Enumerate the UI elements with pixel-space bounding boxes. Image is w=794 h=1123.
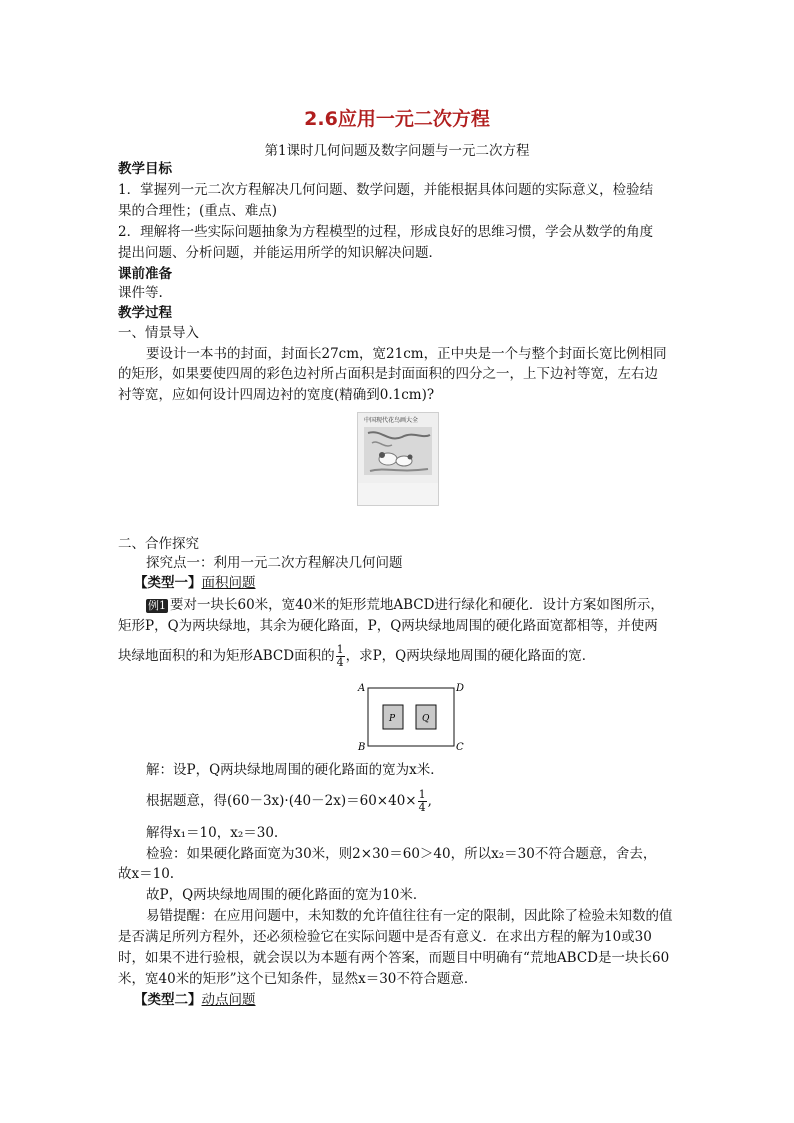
fraction-denominator-2: 4 xyxy=(418,801,426,814)
tip-line4: 米，宽40米的矩形”这个已知条件，显然x＝30不符合题意． xyxy=(118,971,478,987)
type1-bracket: 【类型一】 xyxy=(134,575,202,591)
section1-heading: 一、情景导入 xyxy=(118,325,199,341)
rectangle-abcd xyxy=(368,688,454,746)
type1-heading xyxy=(134,574,256,593)
example1-text3b: ，求P，Q两块绿地周围的硬化路面的宽． xyxy=(345,648,596,664)
plot-label-q: Q xyxy=(422,714,430,724)
tip-line1: 易错提醒：在应用问题中，未知数的允许值往往有一定的限制，因此除了检验未知数的值 xyxy=(146,908,673,924)
solution-line3: 解得x₁＝10，x₂＝30. xyxy=(146,825,279,841)
solution-line6: 故P，Q两块绿地周围的硬化路面的宽为10米． xyxy=(146,887,427,903)
fraction-numerator-2: 1 xyxy=(418,788,426,801)
vertex-label-b: B xyxy=(358,742,366,753)
fraction-one-quarter-2 xyxy=(418,789,427,814)
prep-text: 课件等. xyxy=(118,285,163,301)
example1-line3 xyxy=(118,644,595,669)
type2-heading xyxy=(134,991,256,1010)
solution-comma: , xyxy=(427,793,432,809)
example1-text3a: 块绿地面积的和为矩形ABCD面积的 xyxy=(118,648,335,664)
type1-name: 面积问题 xyxy=(201,575,256,591)
vertex-label-c: C xyxy=(456,742,464,753)
page-title: 2.6应用一元二次方程 xyxy=(304,108,490,130)
intro-line2: 的矩形，如果要使四周的彩色边衬所占面积是封面面积的四分之一，上下边衬等宽，左右边 xyxy=(118,366,658,382)
goal2-line1: 2．理解将一些实际问题抽象为方程模型的过程，形成良好的思维习惯，学会从数学的角度 xyxy=(118,224,654,240)
solution-line2 xyxy=(146,789,432,814)
type2-bracket: 【类型二】 xyxy=(134,992,202,1008)
type2-name: 动点问题 xyxy=(201,992,256,1008)
rectangle-diagram xyxy=(356,682,466,754)
fraction-denominator: 4 xyxy=(336,656,344,669)
plot-label-p: P xyxy=(389,714,396,724)
tip-line3: 时，如果不进行验根，就会误以为本题有两个答案，而题目中明确有“荒地ABCD是一块长60 xyxy=(118,950,670,966)
point1-heading: 探究点一：利用一元二次方程解决几何问题 xyxy=(146,555,403,571)
page-subtitle: 第1课时几何问题及数字问题与一元二次方程 xyxy=(264,143,530,159)
solution-line1: 解：设P，Q两块绿地周围的硬化路面的宽为x米． xyxy=(146,762,444,778)
goals-heading: 教学目标 xyxy=(118,161,172,177)
cover-title: 中国现代花鸟画大全 xyxy=(364,417,419,424)
goal2-line2: 提出问题、分析问题，并能运用所学的知识解决问题． xyxy=(118,245,442,261)
vertex-label-a: A xyxy=(358,683,366,694)
section2-heading: 二、合作探究 xyxy=(118,536,199,552)
fraction-one-quarter xyxy=(336,644,345,669)
solution-equation: 根据题意，得(60－3x)·(40－2x)＝60×40× xyxy=(146,793,417,809)
solution-line4: 检验：如果硬化路面宽为30米，则2×30＝60＞40，所以x₂＝30不符合题意，舍去， xyxy=(146,846,657,862)
tip-line2: 是否满足所列方程外，还必须检验它在实际问题中是否有意义．在求出方程的解为10或30 xyxy=(118,929,652,945)
vertex-label-d: D xyxy=(456,683,465,694)
prep-heading: 课前准备 xyxy=(118,266,172,282)
example1-line1 xyxy=(146,596,664,615)
goal1-line1: 1．掌握列一元二次方程解决几何问题、数学问题，并能根据具体问题的实际意义，检验结 xyxy=(118,182,654,198)
process-heading: 教学过程 xyxy=(118,305,172,321)
book-cover-image xyxy=(357,412,439,506)
intro-line3: 衬等宽，应如何设计四周边衬的宽度(精确到0.1cm)? xyxy=(118,387,435,403)
example-badge: 例1 xyxy=(148,599,166,612)
example1-text1: 要对一块长60米，宽40米的矩形荒地ABCD进行绿化和硬化．设计方案如图所示， xyxy=(170,597,664,613)
goal1-line2: 果的合理性；(重点、难点) xyxy=(118,203,278,219)
example1-line2: 矩形P，Q为两块绿地，其余为硬化路面，P，Q两块绿地周围的硬化路面宽都相等，并使两 xyxy=(118,618,658,634)
intro-line1: 要设计一本书的封面，封面长27cm，宽21cm，正中央是一个与整个封面长宽比例相同 xyxy=(146,346,667,362)
fraction-numerator: 1 xyxy=(336,643,344,656)
solution-line5: 故x＝10. xyxy=(118,866,175,882)
